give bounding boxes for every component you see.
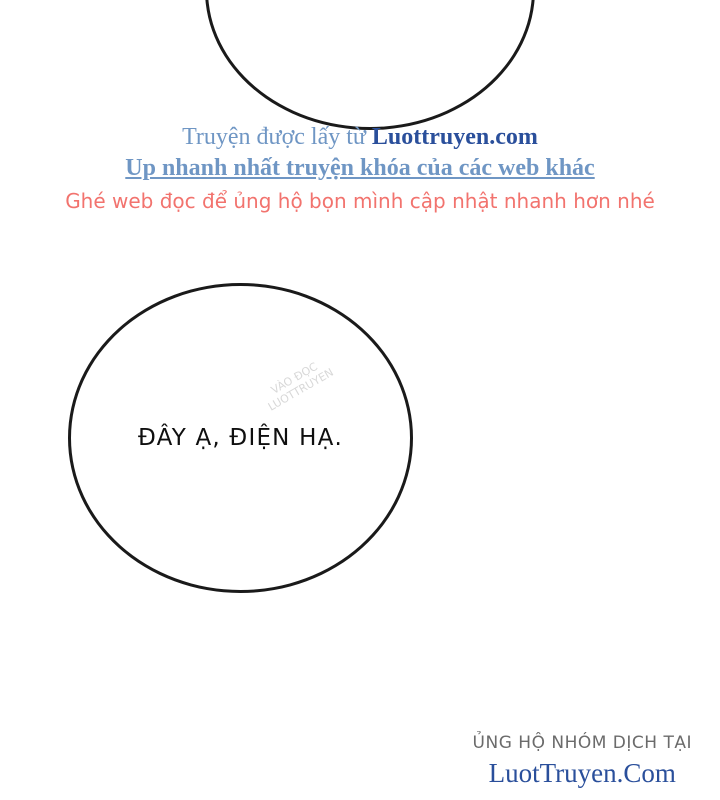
promo-brand-name: Luottruyen.com	[371, 124, 538, 150]
promo-line-update: Up nhanh nhất truyện khóa của các web khác	[125, 155, 595, 181]
promo-text-block	[0, 122, 720, 218]
bubble-watermark: VÀO ĐỌC LUOTTRUYEN	[265, 359, 336, 414]
main-speech-bubble	[68, 283, 413, 593]
footer-support-text: ỦNG HỘ NHÓM DỊCH TẠI	[472, 733, 692, 753]
footer-site-name: LuotTruyen.Com	[488, 758, 676, 788]
promo-line-support: Ghé web đọc để ủng hộ bọn mình cập nhật nhanh hơn nhé	[65, 189, 655, 213]
promo-line-source	[0, 122, 720, 152]
promo-line-source-prefix: Truyện được lấy từ	[182, 124, 372, 150]
footer-credit	[473, 730, 692, 790]
top-partial-speech-bubble	[205, 0, 535, 130]
dialogue-text: ĐÂY Ạ, ĐIỆN HẠ.	[137, 425, 344, 451]
